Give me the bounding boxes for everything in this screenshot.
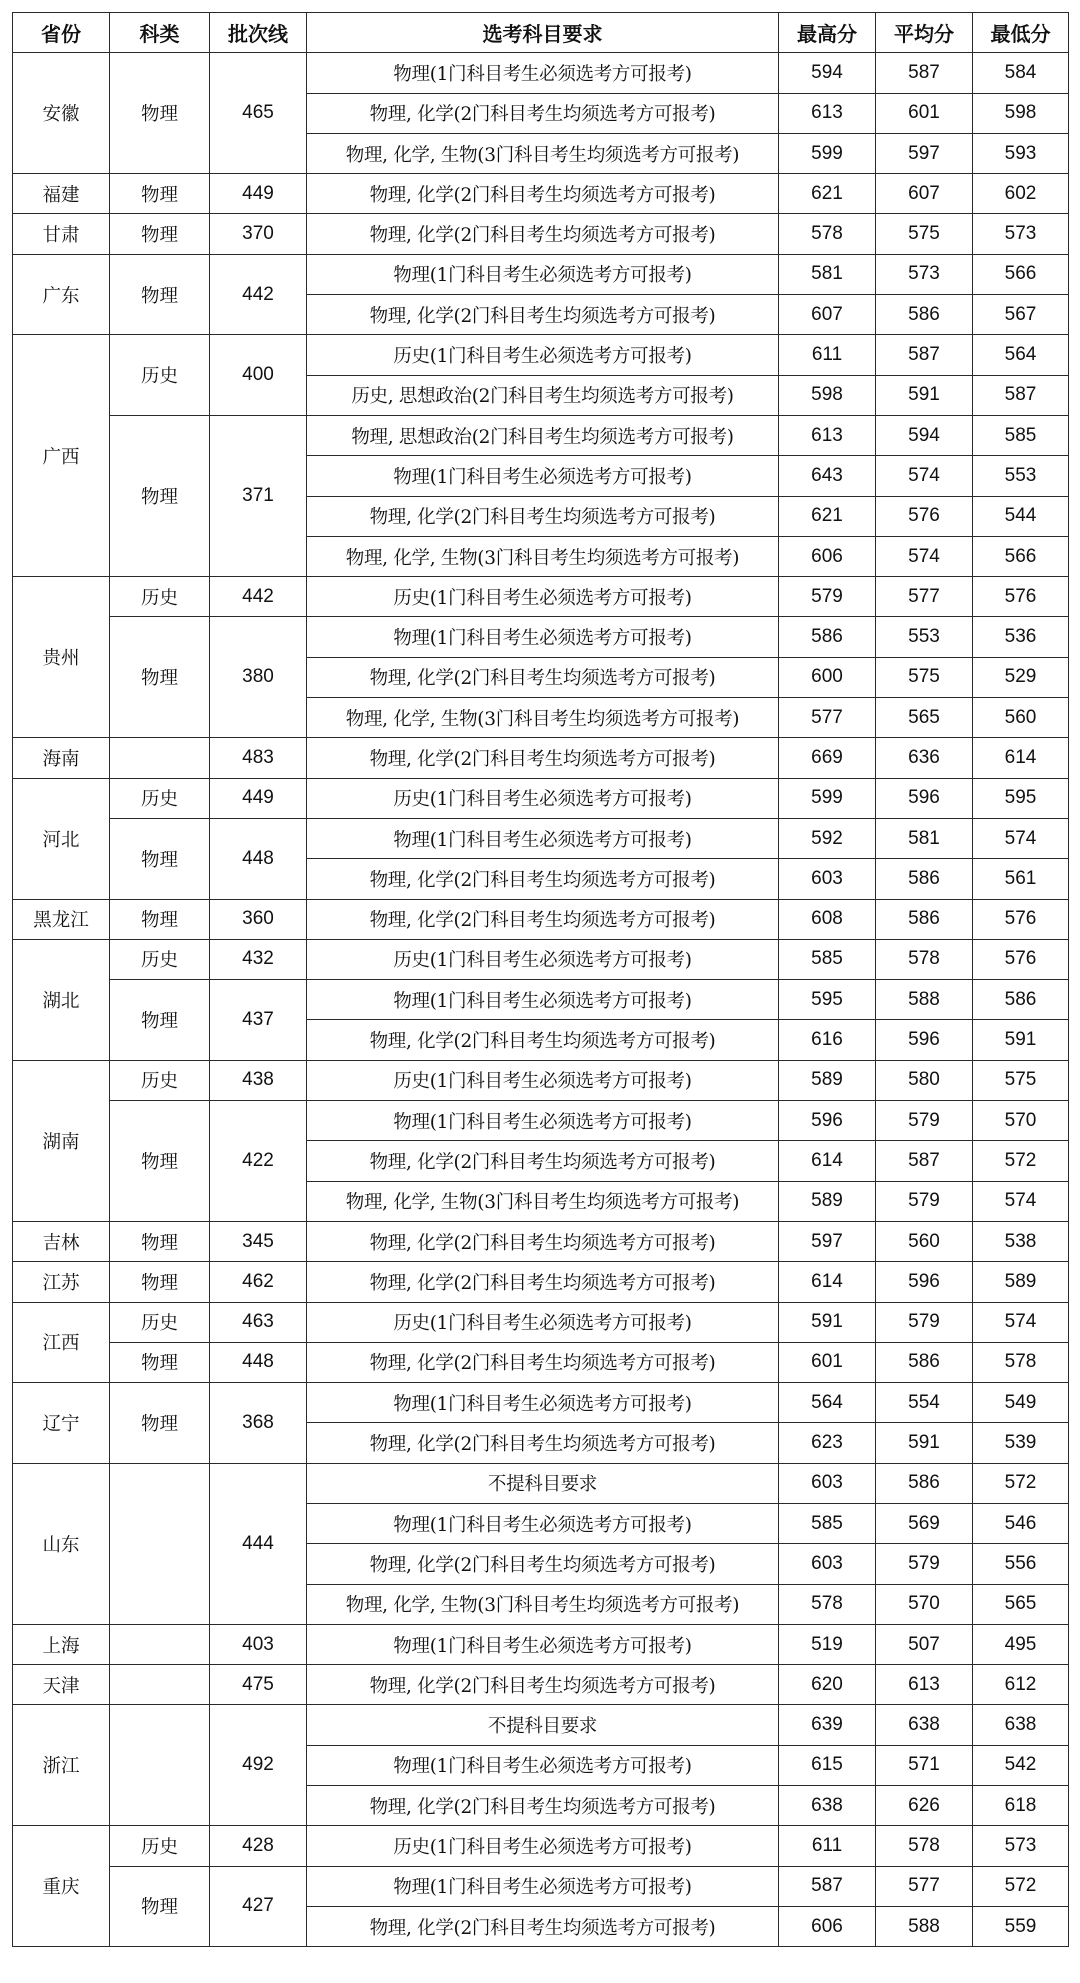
- admission-score-table: [12, 12, 1069, 1947]
- category-cell: 历史: [110, 1826, 210, 1866]
- category-cell: 物理: [110, 1342, 210, 1382]
- min-score-cell: 591: [973, 1020, 1069, 1060]
- min-score-cell: 576: [973, 939, 1069, 979]
- subject-requirement-cell: 物理, 化学(2门科目考生均须选考方可报考): [307, 657, 779, 697]
- table-row: [13, 1665, 1069, 1705]
- category-cell: 物理: [110, 818, 210, 899]
- max-score-cell: 606: [779, 1906, 876, 1946]
- table-row: [13, 1463, 1069, 1503]
- province-cell: 江苏: [13, 1262, 110, 1302]
- avg-score-cell: 574: [876, 536, 973, 576]
- avg-score-cell: 571: [876, 1745, 973, 1785]
- table-row: [13, 899, 1069, 939]
- avg-score-cell: 580: [876, 1060, 973, 1100]
- header-subject-requirement: 选考科目要求: [307, 13, 779, 53]
- table-row: [13, 617, 1069, 657]
- subject-requirement-cell: 历史(1门科目考生必须选考方可报考): [307, 577, 779, 617]
- min-score-cell: 559: [973, 1906, 1069, 1946]
- subject-requirement-cell: 历史(1门科目考生必须选考方可报考): [307, 1060, 779, 1100]
- avg-score-cell: 586: [876, 899, 973, 939]
- avg-score-cell: 591: [876, 1423, 973, 1463]
- avg-score-cell: 586: [876, 859, 973, 899]
- batch-line-cell: 380: [210, 617, 307, 738]
- category-cell: 物理: [110, 1866, 210, 1947]
- subject-requirement-cell: 物理, 化学, 生物(3门科目考生均须选考方可报考): [307, 1584, 779, 1624]
- header-max-score: 最高分: [779, 13, 876, 53]
- header-province: 省份: [13, 13, 110, 53]
- batch-line-cell: 444: [210, 1463, 307, 1624]
- min-score-cell: 495: [973, 1624, 1069, 1664]
- batch-line-cell: 368: [210, 1383, 307, 1464]
- subject-requirement-cell: 物理, 思想政治(2门科目考生均须选考方可报考): [307, 415, 779, 455]
- province-cell: 上海: [13, 1624, 110, 1664]
- min-score-cell: 618: [973, 1786, 1069, 1826]
- subject-requirement-cell: 物理(1门科目考生必须选考方可报考): [307, 1745, 779, 1785]
- avg-score-cell: 575: [876, 657, 973, 697]
- avg-score-cell: 591: [876, 375, 973, 415]
- max-score-cell: 606: [779, 536, 876, 576]
- subject-requirement-cell: 物理(1门科目考生必须选考方可报考): [307, 617, 779, 657]
- province-cell: 天津: [13, 1665, 110, 1705]
- province-cell: 吉林: [13, 1221, 110, 1261]
- max-score-cell: 643: [779, 456, 876, 496]
- table-row: [13, 214, 1069, 254]
- province-cell: 黑龙江: [13, 899, 110, 939]
- avg-score-cell: 570: [876, 1584, 973, 1624]
- max-score-cell: 615: [779, 1745, 876, 1785]
- max-score-cell: 621: [779, 496, 876, 536]
- category-cell: 物理: [110, 53, 210, 174]
- batch-line-cell: 428: [210, 1826, 307, 1866]
- subject-requirement-cell: 物理, 化学(2门科目考生均须选考方可报考): [307, 899, 779, 939]
- avg-score-cell: 576: [876, 496, 973, 536]
- min-score-cell: 536: [973, 617, 1069, 657]
- max-score-cell: 564: [779, 1383, 876, 1423]
- min-score-cell: 566: [973, 254, 1069, 294]
- avg-score-cell: 579: [876, 1101, 973, 1141]
- table-row: [13, 335, 1069, 375]
- avg-score-cell: 588: [876, 980, 973, 1020]
- max-score-cell: 586: [779, 617, 876, 657]
- province-cell: 湖北: [13, 939, 110, 1060]
- province-cell: 贵州: [13, 577, 110, 738]
- min-score-cell: 542: [973, 1745, 1069, 1785]
- subject-requirement-cell: 物理, 化学(2门科目考生均须选考方可报考): [307, 295, 779, 335]
- min-score-cell: 614: [973, 738, 1069, 778]
- subject-requirement-cell: 物理, 化学(2门科目考生均须选考方可报考): [307, 496, 779, 536]
- subject-requirement-cell: 不提科目要求: [307, 1463, 779, 1503]
- min-score-cell: 638: [973, 1705, 1069, 1745]
- category-cell: 物理: [110, 415, 210, 576]
- min-score-cell: 585: [973, 415, 1069, 455]
- category-cell: 物理: [110, 980, 210, 1061]
- batch-line-cell: 422: [210, 1101, 307, 1222]
- avg-score-cell: 586: [876, 295, 973, 335]
- subject-requirement-cell: 历史(1门科目考生必须选考方可报考): [307, 1302, 779, 1342]
- max-score-cell: 600: [779, 657, 876, 697]
- max-score-cell: 596: [779, 1101, 876, 1141]
- batch-line-cell: 371: [210, 415, 307, 576]
- subject-requirement-cell: 物理, 化学(2门科目考生均须选考方可报考): [307, 1906, 779, 1946]
- subject-requirement-cell: 物理, 化学, 生物(3门科目考生均须选考方可报考): [307, 698, 779, 738]
- table-row: [13, 1624, 1069, 1664]
- table-row: [13, 980, 1069, 1020]
- table-body: [13, 53, 1069, 1947]
- category-cell: 历史: [110, 1302, 210, 1342]
- table-row: [13, 1101, 1069, 1141]
- avg-score-cell: 587: [876, 335, 973, 375]
- batch-line-cell: 432: [210, 939, 307, 979]
- category-cell: 历史: [110, 939, 210, 979]
- table-row: [13, 415, 1069, 455]
- table-row: [13, 778, 1069, 818]
- province-cell: 广西: [13, 335, 110, 577]
- subject-requirement-cell: 物理(1门科目考生必须选考方可报考): [307, 818, 779, 858]
- max-score-cell: 591: [779, 1302, 876, 1342]
- max-score-cell: 581: [779, 254, 876, 294]
- batch-line-cell: 475: [210, 1665, 307, 1705]
- header-category: 科类: [110, 13, 210, 53]
- avg-score-cell: 554: [876, 1383, 973, 1423]
- subject-requirement-cell: 历史(1门科目考生必须选考方可报考): [307, 939, 779, 979]
- max-score-cell: 613: [779, 415, 876, 455]
- avg-score-cell: 575: [876, 214, 973, 254]
- avg-score-cell: 587: [876, 1141, 973, 1181]
- province-cell: 福建: [13, 174, 110, 214]
- subject-requirement-cell: 历史(1门科目考生必须选考方可报考): [307, 335, 779, 375]
- category-cell: 历史: [110, 335, 210, 416]
- max-score-cell: 620: [779, 1665, 876, 1705]
- max-score-cell: 601: [779, 1342, 876, 1382]
- category-cell: 物理: [110, 1262, 210, 1302]
- min-score-cell: 553: [973, 456, 1069, 496]
- batch-line-cell: 403: [210, 1624, 307, 1664]
- table-row: [13, 53, 1069, 93]
- avg-score-cell: 573: [876, 254, 973, 294]
- avg-score-cell: 579: [876, 1302, 973, 1342]
- province-cell: 安徽: [13, 53, 110, 174]
- province-cell: 河北: [13, 778, 110, 899]
- table-row: [13, 174, 1069, 214]
- max-score-cell: 577: [779, 698, 876, 738]
- min-score-cell: 561: [973, 859, 1069, 899]
- max-score-cell: 578: [779, 1584, 876, 1624]
- subject-requirement-cell: 物理, 化学, 生物(3门科目考生均须选考方可报考): [307, 133, 779, 173]
- batch-line-cell: 345: [210, 1221, 307, 1261]
- category-cell: 物理: [110, 1221, 210, 1261]
- min-score-cell: 556: [973, 1544, 1069, 1584]
- avg-score-cell: 560: [876, 1221, 973, 1261]
- category-cell: [110, 1665, 210, 1705]
- max-score-cell: 608: [779, 899, 876, 939]
- category-cell: 历史: [110, 778, 210, 818]
- table-row: [13, 1060, 1069, 1100]
- max-score-cell: 611: [779, 1826, 876, 1866]
- batch-line-cell: 400: [210, 335, 307, 416]
- province-cell: 甘肃: [13, 214, 110, 254]
- subject-requirement-cell: 物理, 化学(2门科目考生均须选考方可报考): [307, 1544, 779, 1584]
- category-cell: 物理: [110, 254, 210, 335]
- avg-score-cell: 597: [876, 133, 973, 173]
- subject-requirement-cell: 物理, 化学(2门科目考生均须选考方可报考): [307, 1020, 779, 1060]
- max-score-cell: 603: [779, 1544, 876, 1584]
- table-row: [13, 1342, 1069, 1382]
- min-score-cell: 564: [973, 335, 1069, 375]
- subject-requirement-cell: 物理(1门科目考生必须选考方可报考): [307, 53, 779, 93]
- avg-score-cell: 579: [876, 1181, 973, 1221]
- subject-requirement-cell: 物理, 化学(2门科目考生均须选考方可报考): [307, 1221, 779, 1261]
- max-score-cell: 585: [779, 939, 876, 979]
- max-score-cell: 607: [779, 295, 876, 335]
- province-cell: 广东: [13, 254, 110, 335]
- min-score-cell: 574: [973, 818, 1069, 858]
- batch-line-cell: 462: [210, 1262, 307, 1302]
- max-score-cell: 598: [779, 375, 876, 415]
- subject-requirement-cell: 不提科目要求: [307, 1705, 779, 1745]
- max-score-cell: 638: [779, 1786, 876, 1826]
- max-score-cell: 597: [779, 1221, 876, 1261]
- max-score-cell: 603: [779, 859, 876, 899]
- table-row: [13, 1826, 1069, 1866]
- table-row: [13, 1383, 1069, 1423]
- max-score-cell: 623: [779, 1423, 876, 1463]
- min-score-cell: 546: [973, 1503, 1069, 1543]
- min-score-cell: 572: [973, 1463, 1069, 1503]
- subject-requirement-cell: 物理(1门科目考生必须选考方可报考): [307, 254, 779, 294]
- table-row: [13, 1705, 1069, 1745]
- header-min-score: 最低分: [973, 13, 1069, 53]
- batch-line-cell: 463: [210, 1302, 307, 1342]
- province-cell: 湖南: [13, 1060, 110, 1221]
- subject-requirement-cell: 物理(1门科目考生必须选考方可报考): [307, 1624, 779, 1664]
- batch-line-cell: 483: [210, 738, 307, 778]
- batch-line-cell: 448: [210, 1342, 307, 1382]
- max-score-cell: 587: [779, 1866, 876, 1906]
- table-row: [13, 738, 1069, 778]
- subject-requirement-cell: 历史, 思想政治(2门科目考生均须选考方可报考): [307, 375, 779, 415]
- min-score-cell: 560: [973, 698, 1069, 738]
- min-score-cell: 544: [973, 496, 1069, 536]
- avg-score-cell: 507: [876, 1624, 973, 1664]
- avg-score-cell: 579: [876, 1544, 973, 1584]
- batch-line-cell: 449: [210, 174, 307, 214]
- category-cell: [110, 738, 210, 778]
- avg-score-cell: 596: [876, 1020, 973, 1060]
- subject-requirement-cell: 物理, 化学(2门科目考生均须选考方可报考): [307, 93, 779, 133]
- batch-line-cell: 442: [210, 577, 307, 617]
- max-score-cell: 579: [779, 577, 876, 617]
- min-score-cell: 612: [973, 1665, 1069, 1705]
- category-cell: 物理: [110, 174, 210, 214]
- avg-score-cell: 607: [876, 174, 973, 214]
- subject-requirement-cell: 历史(1门科目考生必须选考方可报考): [307, 1826, 779, 1866]
- max-score-cell: 592: [779, 818, 876, 858]
- table-row: [13, 1866, 1069, 1906]
- min-score-cell: 576: [973, 577, 1069, 617]
- min-score-cell: 572: [973, 1141, 1069, 1181]
- avg-score-cell: 613: [876, 1665, 973, 1705]
- min-score-cell: 589: [973, 1262, 1069, 1302]
- batch-line-cell: 427: [210, 1866, 307, 1947]
- batch-line-cell: 465: [210, 53, 307, 174]
- max-score-cell: 614: [779, 1262, 876, 1302]
- table-row: [13, 1262, 1069, 1302]
- subject-requirement-cell: 物理, 化学(2门科目考生均须选考方可报考): [307, 1342, 779, 1382]
- subject-requirement-cell: 物理(1门科目考生必须选考方可报考): [307, 980, 779, 1020]
- avg-score-cell: 638: [876, 1705, 973, 1745]
- avg-score-cell: 553: [876, 617, 973, 657]
- max-score-cell: 589: [779, 1181, 876, 1221]
- subject-requirement-cell: 物理(1门科目考生必须选考方可报考): [307, 1101, 779, 1141]
- category-cell: 物理: [110, 214, 210, 254]
- subject-requirement-cell: 物理, 化学(2门科目考生均须选考方可报考): [307, 859, 779, 899]
- table-row: [13, 577, 1069, 617]
- min-score-cell: 587: [973, 375, 1069, 415]
- subject-requirement-cell: 物理, 化学, 生物(3门科目考生均须选考方可报考): [307, 1181, 779, 1221]
- min-score-cell: 575: [973, 1060, 1069, 1100]
- subject-requirement-cell: 物理, 化学(2门科目考生均须选考方可报考): [307, 174, 779, 214]
- min-score-cell: 529: [973, 657, 1069, 697]
- avg-score-cell: 581: [876, 818, 973, 858]
- min-score-cell: 598: [973, 93, 1069, 133]
- max-score-cell: 639: [779, 1705, 876, 1745]
- max-score-cell: 611: [779, 335, 876, 375]
- min-score-cell: 572: [973, 1866, 1069, 1906]
- category-cell: [110, 1624, 210, 1664]
- max-score-cell: 585: [779, 1503, 876, 1543]
- min-score-cell: 570: [973, 1101, 1069, 1141]
- min-score-cell: 574: [973, 1181, 1069, 1221]
- batch-line-cell: 448: [210, 818, 307, 899]
- avg-score-cell: 596: [876, 1262, 973, 1302]
- category-cell: [110, 1463, 210, 1624]
- max-score-cell: 599: [779, 778, 876, 818]
- subject-requirement-cell: 物理, 化学(2门科目考生均须选考方可报考): [307, 214, 779, 254]
- table-row: [13, 939, 1069, 979]
- avg-score-cell: 577: [876, 577, 973, 617]
- avg-score-cell: 565: [876, 698, 973, 738]
- min-score-cell: 578: [973, 1342, 1069, 1382]
- subject-requirement-cell: 物理, 化学, 生物(3门科目考生均须选考方可报考): [307, 536, 779, 576]
- min-score-cell: 538: [973, 1221, 1069, 1261]
- min-score-cell: 539: [973, 1423, 1069, 1463]
- max-score-cell: 614: [779, 1141, 876, 1181]
- max-score-cell: 519: [779, 1624, 876, 1664]
- min-score-cell: 566: [973, 536, 1069, 576]
- batch-line-cell: 449: [210, 778, 307, 818]
- avg-score-cell: 587: [876, 53, 973, 93]
- province-cell: 海南: [13, 738, 110, 778]
- avg-score-cell: 578: [876, 1826, 973, 1866]
- max-score-cell: 599: [779, 133, 876, 173]
- subject-requirement-cell: 物理(1门科目考生必须选考方可报考): [307, 1866, 779, 1906]
- category-cell: 物理: [110, 617, 210, 738]
- avg-score-cell: 596: [876, 778, 973, 818]
- category-cell: 历史: [110, 1060, 210, 1100]
- min-score-cell: 567: [973, 295, 1069, 335]
- min-score-cell: 586: [973, 980, 1069, 1020]
- min-score-cell: 573: [973, 214, 1069, 254]
- province-cell: 浙江: [13, 1705, 110, 1826]
- max-score-cell: 621: [779, 174, 876, 214]
- batch-line-cell: 492: [210, 1705, 307, 1826]
- avg-score-cell: 594: [876, 415, 973, 455]
- avg-score-cell: 586: [876, 1342, 973, 1382]
- avg-score-cell: 569: [876, 1503, 973, 1543]
- min-score-cell: 573: [973, 1826, 1069, 1866]
- max-score-cell: 578: [779, 214, 876, 254]
- avg-score-cell: 574: [876, 456, 973, 496]
- min-score-cell: 584: [973, 53, 1069, 93]
- table-row: [13, 254, 1069, 294]
- category-cell: 物理: [110, 1101, 210, 1222]
- batch-line-cell: 360: [210, 899, 307, 939]
- max-score-cell: 603: [779, 1463, 876, 1503]
- subject-requirement-cell: 物理, 化学(2门科目考生均须选考方可报考): [307, 1665, 779, 1705]
- province-cell: 辽宁: [13, 1383, 110, 1464]
- batch-line-cell: 437: [210, 980, 307, 1061]
- category-cell: 物理: [110, 1383, 210, 1464]
- subject-requirement-cell: 物理(1门科目考生必须选考方可报考): [307, 1383, 779, 1423]
- avg-score-cell: 586: [876, 1463, 973, 1503]
- province-cell: 重庆: [13, 1826, 110, 1947]
- min-score-cell: 602: [973, 174, 1069, 214]
- min-score-cell: 593: [973, 133, 1069, 173]
- province-cell: 山东: [13, 1463, 110, 1624]
- header-row: [13, 13, 1069, 53]
- batch-line-cell: 442: [210, 254, 307, 335]
- max-score-cell: 669: [779, 738, 876, 778]
- subject-requirement-cell: 物理(1门科目考生必须选考方可报考): [307, 1503, 779, 1543]
- table-row: [13, 1302, 1069, 1342]
- avg-score-cell: 578: [876, 939, 973, 979]
- max-score-cell: 616: [779, 1020, 876, 1060]
- avg-score-cell: 636: [876, 738, 973, 778]
- avg-score-cell: 626: [876, 1786, 973, 1826]
- min-score-cell: 595: [973, 778, 1069, 818]
- category-cell: [110, 1705, 210, 1826]
- min-score-cell: 574: [973, 1302, 1069, 1342]
- category-cell: 物理: [110, 899, 210, 939]
- table-row: [13, 818, 1069, 858]
- category-cell: 历史: [110, 577, 210, 617]
- subject-requirement-cell: 历史(1门科目考生必须选考方可报考): [307, 778, 779, 818]
- subject-requirement-cell: 物理, 化学(2门科目考生均须选考方可报考): [307, 1262, 779, 1302]
- header-avg-score: 平均分: [876, 13, 973, 53]
- min-score-cell: 565: [973, 1584, 1069, 1624]
- max-score-cell: 594: [779, 53, 876, 93]
- batch-line-cell: 370: [210, 214, 307, 254]
- table-row: [13, 1221, 1069, 1261]
- subject-requirement-cell: 物理, 化学(2门科目考生均须选考方可报考): [307, 1423, 779, 1463]
- max-score-cell: 589: [779, 1060, 876, 1100]
- avg-score-cell: 601: [876, 93, 973, 133]
- subject-requirement-cell: 物理, 化学(2门科目考生均须选考方可报考): [307, 1786, 779, 1826]
- subject-requirement-cell: 物理(1门科目考生必须选考方可报考): [307, 456, 779, 496]
- max-score-cell: 595: [779, 980, 876, 1020]
- avg-score-cell: 588: [876, 1906, 973, 1946]
- min-score-cell: 549: [973, 1383, 1069, 1423]
- subject-requirement-cell: 物理, 化学(2门科目考生均须选考方可报考): [307, 738, 779, 778]
- province-cell: 江西: [13, 1302, 110, 1383]
- max-score-cell: 613: [779, 93, 876, 133]
- header-batch-line: 批次线: [210, 13, 307, 53]
- avg-score-cell: 577: [876, 1866, 973, 1906]
- subject-requirement-cell: 物理, 化学(2门科目考生均须选考方可报考): [307, 1141, 779, 1181]
- batch-line-cell: 438: [210, 1060, 307, 1100]
- min-score-cell: 576: [973, 899, 1069, 939]
